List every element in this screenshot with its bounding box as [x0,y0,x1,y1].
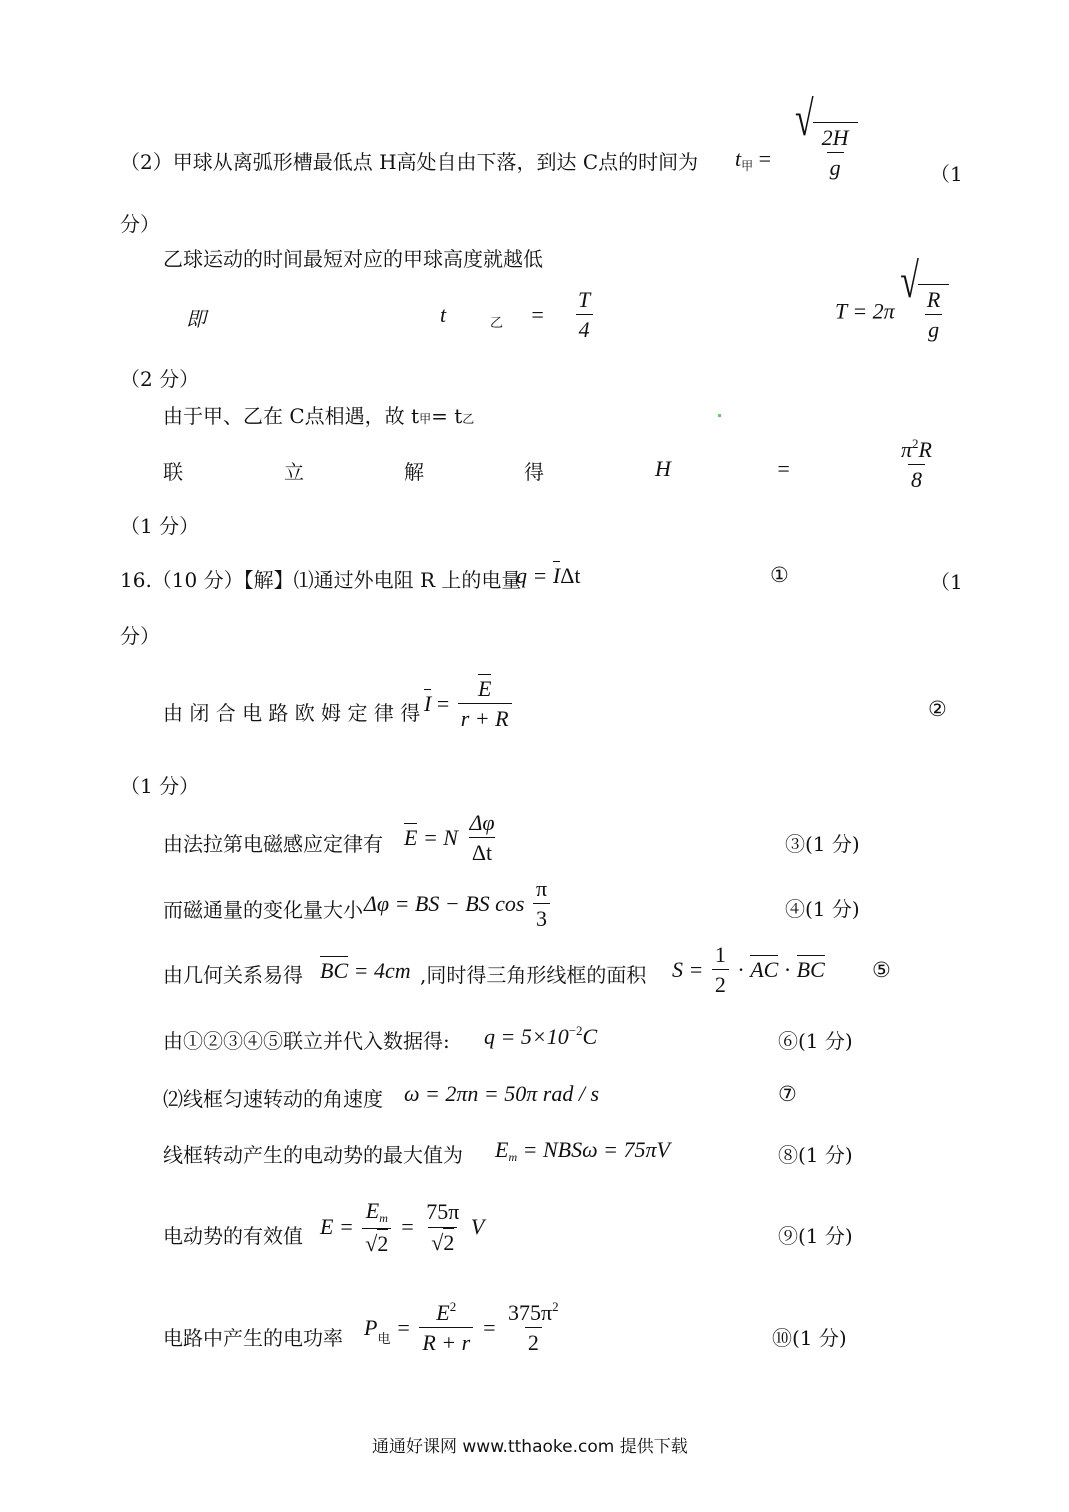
emf-max-formula: $E_m = NBS\omega = 75\pi V$ [495,1137,670,1164]
footer-text: 通通好课网 www.tthaoke.com 提供下载 [372,1437,688,1457]
circle-5: ⑤ [872,958,891,982]
score-3: （1 分） [120,514,200,538]
faraday-text: 由法拉第电磁感应定律有 [163,832,383,856]
line-2-text: 乙球运动的时间最短对应的甲球高度就越低 [163,247,543,271]
stray-dot [718,414,721,417]
mark-10: ⑩(1 分) [772,1326,847,1350]
ohm-law-formula: I = $\frac{E}{r + R}$ [424,676,515,732]
q16-score-b: 分） [120,624,160,648]
emf-rms-text: 电动势的有效值 [163,1224,303,1248]
angular-speed-text: ⑵线框匀速转动的角速度 [163,1087,383,1111]
h-symbol: H [655,456,671,481]
pi2r-over-8: $\frac{\pi^2R}{8}$ [901,436,932,493]
t-over-4-fraction: $\frac{T}{4}$ [572,287,596,343]
mark-6: ⑥(1 分) [778,1029,853,1053]
jie-char: 解 [404,460,424,484]
area-text: ,同时得三角形线框的面积 [420,963,647,987]
flux-formula: Δφ = BS − BS cos $\frac{\pi}{3}$ [364,876,553,932]
period-formula: T = 2π √ $\frac{R}{g}$ [835,284,949,343]
sqrt-2h-over-g: √ $\frac{2H}{g}$ [795,122,858,181]
flux-text: 而磁通量的变化量大小 [163,898,363,922]
circle-1: ① [770,563,789,587]
q16-heading: 16.（10 分）【解】⑴通过外电阻 R 上的电量 [120,568,522,592]
eq-3: = [776,456,791,481]
mark-9: ⑨(1 分) [778,1224,853,1248]
mark-3: ③(1 分) [785,832,860,856]
t-jia-expression: $t_甲$ = [735,146,772,173]
power-text: 电路中产生的电功率 [163,1326,343,1350]
score-1a: （1 [930,162,963,186]
eq-2: = [530,302,545,327]
t-yi-symbol: t [440,302,447,327]
mark-4: ④(1 分) [785,897,860,921]
angular-speed-formula: ω = 2πn = 50π rad / s [404,1081,600,1106]
ohm-score: （1 分） [120,774,200,798]
line-1-text: （2）甲球从离弧形槽最低点 H高处自由下落，到达 C点的时间为 [120,150,699,174]
bc-formula: BC = 4cm [320,958,411,983]
faraday-formula: E = N $\frac{\Delta\varphi}{\Delta t}$ [404,810,495,866]
score-2: （2 分） [120,367,200,391]
area-formula: S = $\frac{1}{2}$ · AC · BC [672,942,825,998]
yi-sub: 乙 [490,316,504,331]
charge-result: $q = 5\times 10^{-2}C$ [484,1023,598,1049]
lian-char: 联 [163,460,183,484]
line-3-text: 由于甲、乙在 C点相遇，故 t甲= t乙 [163,404,475,428]
de-char: 得 [524,460,544,484]
ji-label: 即 [186,307,206,331]
ohm-law-text: 由 闭 合 电 路 欧 姆 定 律 得 [163,701,421,725]
geometry-text: 由几何关系易得 [163,963,303,987]
score-1b: 分） [120,212,160,236]
combine-text: 由①②③④⑤联立并代入数据得: [163,1029,450,1053]
li-char: 立 [284,460,304,484]
emf-rms-formula: E = $\frac{E_m}{√2}$ = $\frac{75\pi}{√2}$ V [320,1198,485,1256]
emf-max-text: 线框转动产生的电动势的最大值为 [163,1143,463,1167]
q16-score-a: （1 [930,570,963,594]
mark-8: ⑧(1 分) [778,1143,853,1167]
circle-7: ⑦ [778,1082,797,1106]
power-formula: $P_电$ = $\frac{E^2}{R + r}$ = $\frac{375\pi^2}{2}$ [364,1299,559,1356]
q16-charge-formula: q = IΔt [516,563,581,588]
circle-2: ② [928,697,947,721]
